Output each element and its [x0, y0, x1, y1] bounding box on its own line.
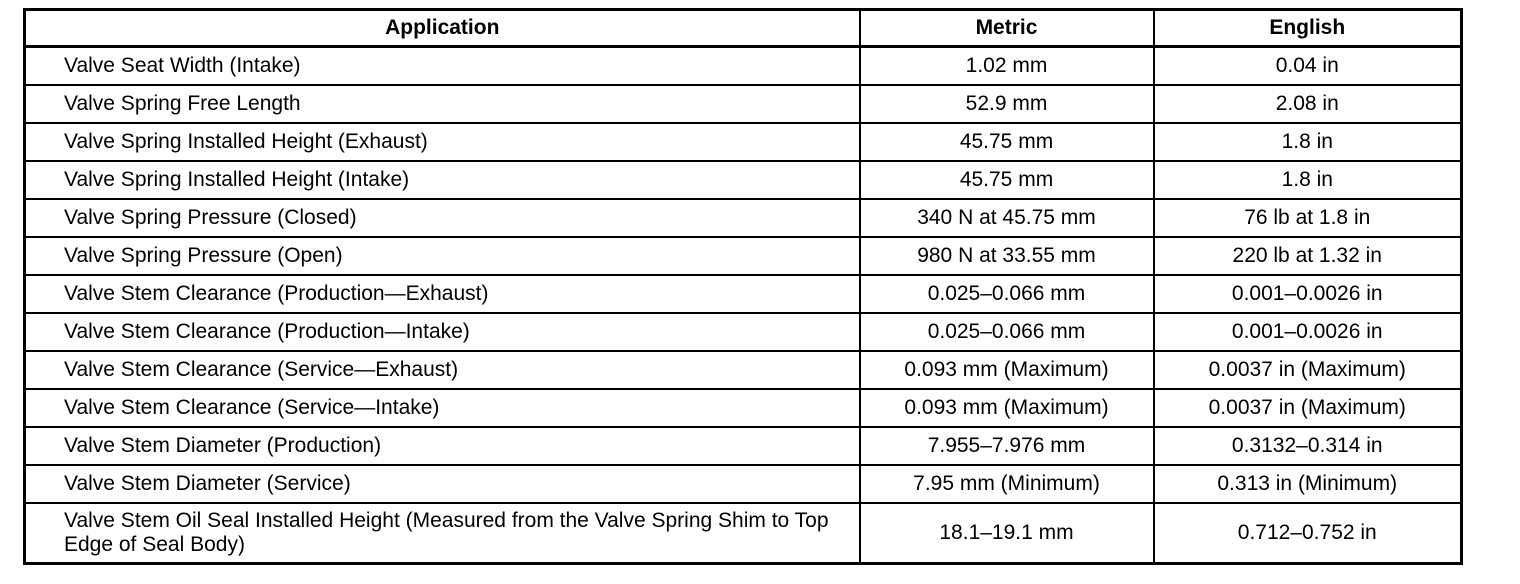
table-row: [25, 313, 1462, 351]
application-cell: Valve Stem Clearance (Production—Exhaust): [25, 275, 860, 313]
metric-cell: 1.02 mm: [860, 47, 1154, 86]
table-row: [25, 503, 1462, 564]
table-row: [25, 389, 1462, 427]
english-cell: 0.001–0.0026 in: [1154, 313, 1462, 351]
application-cell: Valve Spring Free Length: [25, 85, 860, 123]
application-cell: Valve Spring Pressure (Closed): [25, 199, 860, 237]
application-cell: Valve Spring Installed Height (Intake): [25, 161, 860, 199]
table-header: [25, 10, 1462, 47]
metric-cell: 340 N at 45.75 mm: [860, 199, 1154, 237]
english-cell: 1.8 in: [1154, 123, 1462, 161]
english-cell: 2.08 in: [1154, 85, 1462, 123]
column-header-metric: Metric: [860, 10, 1154, 47]
english-cell: 0.04 in: [1154, 47, 1462, 86]
english-cell: 0.0037 in (Maximum): [1154, 389, 1462, 427]
application-cell: Valve Stem Diameter (Production): [25, 427, 860, 465]
application-cell: Valve Stem Clearance (Service—Intake): [25, 389, 860, 427]
metric-cell: 45.75 mm: [860, 161, 1154, 199]
table-row: [25, 161, 1462, 199]
table-row: [25, 199, 1462, 237]
english-cell: 0.3132–0.314 in: [1154, 427, 1462, 465]
metric-cell: 7.95 mm (Minimum): [860, 465, 1154, 503]
english-cell: 1.8 in: [1154, 161, 1462, 199]
table-row: [25, 47, 1462, 86]
application-cell: Valve Stem Clearance (Production—Intake): [25, 313, 860, 351]
english-cell: 0.001–0.0026 in: [1154, 275, 1462, 313]
metric-cell: 0.025–0.066 mm: [860, 275, 1154, 313]
application-cell: Valve Stem Diameter (Service): [25, 465, 860, 503]
table-body: [25, 47, 1462, 564]
table-row: [25, 465, 1462, 503]
metric-cell: 7.955–7.976 mm: [860, 427, 1154, 465]
application-cell: Valve Seat Width (Intake): [25, 47, 860, 86]
header-row: [25, 10, 1462, 47]
metric-cell: 18.1–19.1 mm: [860, 503, 1154, 564]
metric-cell: 0.093 mm (Maximum): [860, 389, 1154, 427]
application-cell: Valve Spring Installed Height (Exhaust): [25, 123, 860, 161]
table-row: [25, 351, 1462, 389]
english-cell: 0.712–0.752 in: [1154, 503, 1462, 564]
column-header-application: Application: [25, 10, 860, 47]
table-row: [25, 123, 1462, 161]
table-row: [25, 427, 1462, 465]
metric-cell: 980 N at 33.55 mm: [860, 237, 1154, 275]
application-cell: Valve Spring Pressure (Open): [25, 237, 860, 275]
application-cell: Valve Stem Oil Seal Installed Height (Measured from the Valve Spring Shim to Top Edge of Seal Body): [25, 503, 860, 564]
metric-cell: 45.75 mm: [860, 123, 1154, 161]
valve-specifications-table: [23, 8, 1463, 565]
english-cell: 220 lb at 1.32 in: [1154, 237, 1462, 275]
table-row: [25, 85, 1462, 123]
table-row: [25, 275, 1462, 313]
column-header-english: English: [1154, 10, 1462, 47]
metric-cell: 52.9 mm: [860, 85, 1154, 123]
application-cell: Valve Stem Clearance (Service—Exhaust): [25, 351, 860, 389]
english-cell: 0.313 in (Minimum): [1154, 465, 1462, 503]
metric-cell: 0.025–0.066 mm: [860, 313, 1154, 351]
metric-cell: 0.093 mm (Maximum): [860, 351, 1154, 389]
english-cell: 76 lb at 1.8 in: [1154, 199, 1462, 237]
table-row: [25, 237, 1462, 275]
english-cell: 0.0037 in (Maximum): [1154, 351, 1462, 389]
